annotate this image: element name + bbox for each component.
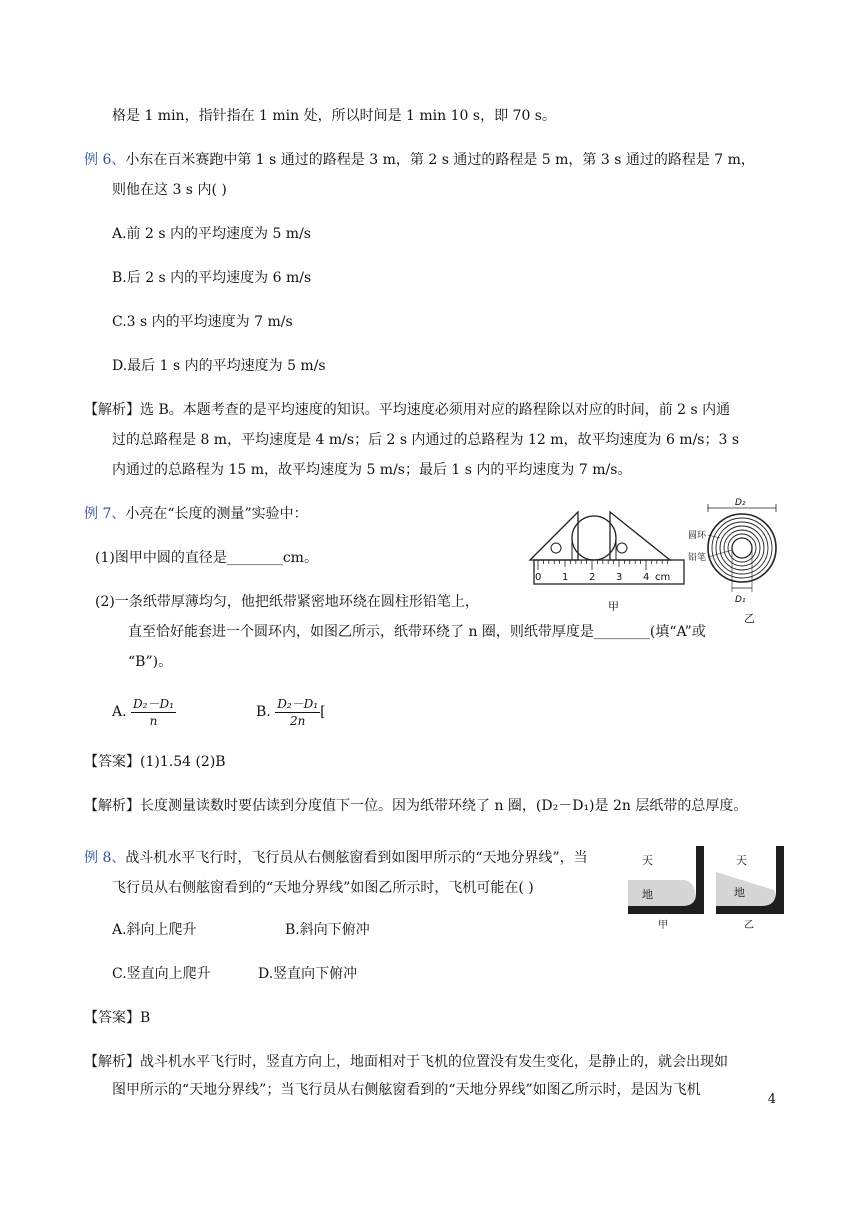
question-part-2: (2)一条纸带厚薄均匀，他把纸带紧密地环绕在圆柱形铅笔上， xyxy=(95,594,479,610)
fraction-numerator: D₂－D₁ xyxy=(133,696,174,711)
answer-line xyxy=(84,1008,150,1028)
question-text: 战斗机水平飞行时，飞行员从右侧舷窗看到如图甲所示的“天地分界线”，当 xyxy=(125,850,588,866)
option-a xyxy=(112,694,176,730)
fraction xyxy=(131,696,176,729)
label-sky: 天 xyxy=(642,854,653,867)
answer-tag: 【答案】 xyxy=(84,1010,140,1026)
figure-ruler-and-ring xyxy=(520,498,780,630)
ruler-tick-label: 3 xyxy=(616,572,623,583)
example-tag: 例 7、 xyxy=(84,506,126,522)
question-text: 飞行员从右侧舷窗看到的“天地分界线”如图乙所示时，飞机可能在( ) xyxy=(112,880,534,896)
question-text: 小亮在“长度的测量”实验中： xyxy=(125,506,308,522)
analysis-line xyxy=(84,796,747,816)
ruler-unit-label: cm xyxy=(655,572,671,583)
analysis-tag: 【解析】 xyxy=(84,402,140,418)
option-d: D.竖直向下俯冲 xyxy=(258,966,358,982)
figure-horizon-windows xyxy=(626,842,786,934)
label-d2: D₂ xyxy=(735,498,746,508)
analysis-text: 图甲所示的“天地分界线”；当飞行员从右侧舷窗看到的“天地分界线”如图乙所示时，是因为飞机 xyxy=(112,1082,701,1098)
question-part-1: (1)图甲中圆的直径是________cm。 xyxy=(95,550,318,566)
example-7-question xyxy=(84,504,308,524)
analysis-text: 战斗机水平飞行时，竖直方向上，地面相对于飞机的位置没有发生变化，是静止的，就会出现如 xyxy=(140,1054,728,1070)
option-a: A.斜向上爬升 xyxy=(112,922,197,938)
analysis-text: 选 B。本题考查的是平均速度的知识。平均速度必须用对应的路程除以对应的时间，前 2 s 内通 xyxy=(140,402,731,418)
example-tag: 例 6、 xyxy=(84,152,126,168)
figure-label-jia: 甲 xyxy=(608,600,619,613)
option-d: D.最后 1 s 内的平均速度为 5 m/s xyxy=(112,358,326,374)
analysis-text: 长度测量读数时要估读到分度值下一位。因为纸带环绕了 n 圈，(D₂－D₁)是 2n 层纸带的总厚度。 xyxy=(140,798,748,814)
analysis-line xyxy=(84,400,730,420)
label-ground: 地 xyxy=(734,886,745,899)
figure-label-yi: 乙 xyxy=(744,612,755,625)
example-tag: 例 8、 xyxy=(84,850,126,866)
analysis-tag: 【解析】 xyxy=(84,1054,140,1070)
fraction-denominator: 2n xyxy=(289,713,306,728)
option-label: B. xyxy=(256,704,271,720)
option-label: A. xyxy=(112,704,127,720)
figure-label-yi: 乙 xyxy=(744,920,754,931)
example-8-question xyxy=(84,848,588,868)
label-pencil: 铅笔 xyxy=(688,553,707,563)
option-b: B.斜向下俯冲 xyxy=(285,922,370,938)
ruler-tick-label: 4 xyxy=(643,572,650,583)
ruler-tick-label: 1 xyxy=(562,572,569,583)
ruler-tick-label: 0 xyxy=(535,572,542,583)
text-line: 格是 1 min，指针指在 1 min 处，所以时间是 1 min 10 s，即 70 s。 xyxy=(112,108,556,124)
analysis-text: 过的总路程是 8 m，平均速度是 4 m/s；后 2 s 内通过的总路程为 12 m，故平均速度为 6 m/s；3 s xyxy=(112,432,740,448)
option-a: A.前 2 s 内的平均速度为 5 m/s xyxy=(112,226,311,242)
label-ring: 圆环 xyxy=(688,531,707,541)
analysis-line xyxy=(84,1052,728,1072)
answer-text: (1)1.54 (2)B xyxy=(140,754,226,770)
analysis-text: 内通过的总路程为 15 m，故平均速度为 5 m/s；最后 1 s 内的平均速度为 7 m/s。 xyxy=(112,462,632,478)
analysis-tag: 【解析】 xyxy=(84,798,140,814)
fraction-denominator: n xyxy=(149,713,158,728)
question-text: 则他在这 3 s 内( ) xyxy=(112,182,227,198)
label-d1: D₁ xyxy=(735,595,746,605)
stray-mark: [ xyxy=(320,704,326,720)
fraction-numerator: D₂－D₁ xyxy=(277,696,319,711)
answer-line xyxy=(84,752,226,772)
page-number: 4 xyxy=(767,1092,776,1107)
figure-label-jia: 甲 xyxy=(658,920,668,931)
fraction xyxy=(275,696,320,729)
option-c: C.3 s 内的平均速度为 7 m/s xyxy=(112,314,293,330)
label-ground: 地 xyxy=(642,888,653,901)
option-c: C.竖直向上爬升 xyxy=(112,966,211,982)
answer-tag: 【答案】 xyxy=(84,754,140,770)
example-6-question xyxy=(84,150,755,170)
answer-text: B xyxy=(140,1010,151,1026)
ruler-tick-label: 2 xyxy=(589,572,596,583)
question-text: 直至恰好能套进一个圆环内，如图乙所示，纸带环绕了 n 圈，则纸带厚度是________(填“A”或 xyxy=(128,624,706,640)
label-sky: 天 xyxy=(736,854,747,867)
option-b xyxy=(256,694,326,730)
question-text: 小东在百米赛跑中第 1 s 通过的路程是 3 m，第 2 s 通过的路程是 5 m，第 3 s 通过的路程是 7 m， xyxy=(125,152,755,168)
question-text: “B”)。 xyxy=(128,654,173,670)
option-b: B.后 2 s 内的平均速度为 6 m/s xyxy=(112,270,312,286)
